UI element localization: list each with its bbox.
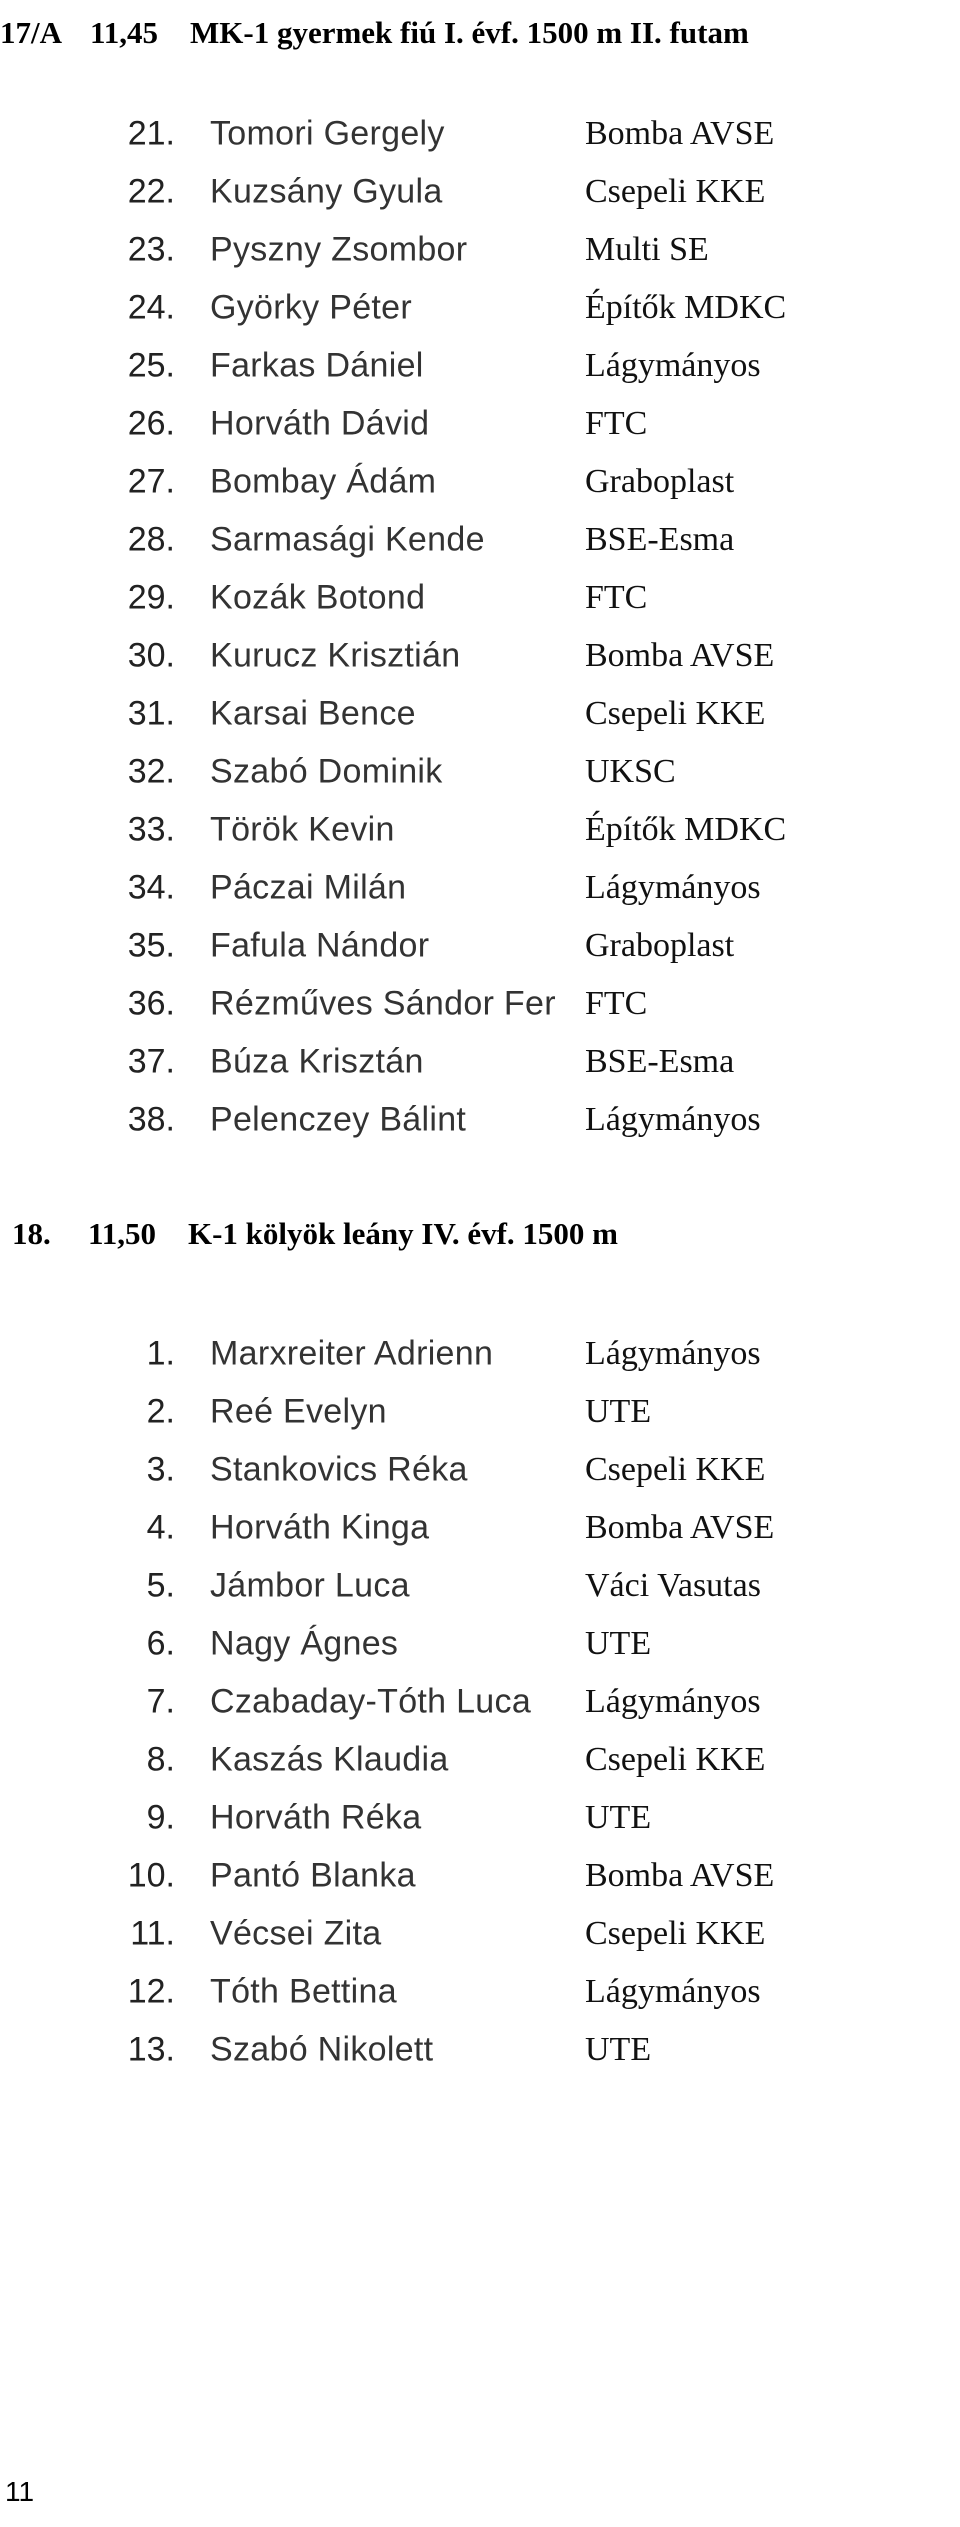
entry-place: 3. xyxy=(146,1450,175,1489)
entry-name: Kuzsány Gyula xyxy=(210,172,443,211)
entry-club: Graboplast xyxy=(585,927,735,964)
entry-name: Vécsei Zita xyxy=(210,1914,382,1953)
entry-club: Bomba AVSE xyxy=(585,115,775,152)
list-item xyxy=(0,1789,960,1847)
entry-place: 30. xyxy=(127,636,175,675)
page-number: 11 xyxy=(5,2476,35,2507)
entry-place: 33. xyxy=(127,810,175,849)
list-item xyxy=(0,743,960,801)
list-item xyxy=(0,1673,960,1731)
entry-place: 25. xyxy=(127,346,175,385)
list-item xyxy=(0,569,960,627)
list-item xyxy=(0,1731,960,1789)
entry-club: Lágymányos xyxy=(585,869,761,906)
list-item xyxy=(0,1615,960,1673)
entry-club: Csepeli KKE xyxy=(585,695,766,732)
entry-place: 38. xyxy=(127,1100,175,1139)
entry-place: 27. xyxy=(127,462,175,501)
entry-club: Csepeli KKE xyxy=(585,1741,766,1778)
entry-name: Horváth Kinga xyxy=(210,1508,430,1547)
entry-place: 9. xyxy=(146,1798,175,1837)
list-item xyxy=(0,801,960,859)
entry-club: Lágymányos xyxy=(585,1335,761,1372)
entry-club: FTC xyxy=(585,405,648,442)
entry-place: 23. xyxy=(127,230,175,269)
list-item xyxy=(0,975,960,1033)
entry-place: 12. xyxy=(127,1972,175,2011)
entry-club: Építők MDKC xyxy=(585,289,787,326)
entry-name: Kozák Botond xyxy=(210,578,426,617)
list-item xyxy=(0,221,960,279)
list-item xyxy=(0,395,960,453)
entry-name: Pelenczey Bálint xyxy=(210,1100,467,1139)
entry-club: Graboplast xyxy=(585,463,735,500)
entry-name: Szabó Dominik xyxy=(210,752,443,791)
entry-place: 22. xyxy=(127,172,175,211)
event-time: 11,50 xyxy=(88,1216,157,1251)
entry-club: Bomba AVSE xyxy=(585,1509,775,1546)
entry-place: 21. xyxy=(127,114,175,153)
entry-name: Bombay Ádám xyxy=(210,462,437,501)
entry-place: 13. xyxy=(127,2030,175,2069)
entry-club: Bomba AVSE xyxy=(585,637,775,674)
entry-place: 31. xyxy=(127,694,175,733)
entry-club: UTE xyxy=(585,1393,652,1430)
entry-place: 37. xyxy=(127,1042,175,1081)
entry-place: 11. xyxy=(130,1914,175,1953)
list-item xyxy=(0,1091,960,1149)
entry-name: Tóth Bettina xyxy=(210,1972,397,2011)
event-number: 17/A xyxy=(0,15,62,50)
list-item xyxy=(0,1905,960,1963)
entry-name: Farkas Dániel xyxy=(210,346,424,385)
event-heading xyxy=(12,1205,618,1263)
list-item xyxy=(0,511,960,569)
entry-name: Tomori Gergely xyxy=(210,114,445,153)
entry-place: 26. xyxy=(127,404,175,443)
entry-club: Váci Vasutas xyxy=(585,1567,761,1604)
list-item xyxy=(0,1441,960,1499)
entry-club: UTE xyxy=(585,2031,652,2068)
list-item xyxy=(0,2021,960,2079)
entry-place: 4. xyxy=(146,1508,175,1547)
entry-club: Csepeli KKE xyxy=(585,1451,766,1488)
list-item xyxy=(0,163,960,221)
entry-club: Lágymányos xyxy=(585,1973,761,2010)
entry-name: Szabó Nikolett xyxy=(210,2030,434,2069)
entry-name: Horváth Dávid xyxy=(210,404,430,443)
list-item xyxy=(0,917,960,975)
entry-club: Építők MDKC xyxy=(585,811,787,848)
entry-name: Páczai Milán xyxy=(210,868,407,907)
entry-place: 10. xyxy=(127,1856,175,1895)
entry-name: Fafula Nándor xyxy=(210,926,430,965)
list-item xyxy=(0,105,960,163)
entry-place: 35. xyxy=(127,926,175,965)
entry-place: 36. xyxy=(127,984,175,1023)
entry-place: 5. xyxy=(146,1566,175,1605)
entry-list xyxy=(0,1325,960,2079)
entry-name: Karsai Bence xyxy=(210,694,416,733)
entry-place: 1. xyxy=(146,1334,175,1373)
list-item xyxy=(0,1325,960,1383)
entry-name: Horváth Réka xyxy=(210,1798,422,1837)
entry-name: Rézműves Sándor Fer xyxy=(210,984,556,1023)
entry-name: Györky Péter xyxy=(210,288,412,327)
list-item xyxy=(0,1963,960,2021)
entry-place: 2. xyxy=(146,1392,175,1431)
entry-club: FTC xyxy=(585,985,648,1022)
entry-list xyxy=(0,105,960,1149)
entry-name: Nagy Ágnes xyxy=(210,1624,399,1663)
entry-club: UTE xyxy=(585,1625,652,1662)
entry-club: BSE-Esma xyxy=(585,521,735,558)
event-title: MK-1 gyermek fiú I. évf. 1500 m II. futam xyxy=(190,15,749,50)
entry-club: UKSC xyxy=(585,753,676,790)
entry-club: Multi SE xyxy=(585,231,709,268)
list-item xyxy=(0,453,960,511)
list-item xyxy=(0,1557,960,1615)
entry-place: 28. xyxy=(127,520,175,559)
entry-name: Marxreiter Adrienn xyxy=(210,1334,494,1373)
list-item xyxy=(0,1033,960,1091)
entry-place: 24. xyxy=(127,288,175,327)
entry-place: 34. xyxy=(127,868,175,907)
list-item xyxy=(0,1499,960,1557)
list-item xyxy=(0,279,960,337)
entry-club: Lágymányos xyxy=(585,1683,761,1720)
entry-name: Pantó Blanka xyxy=(210,1856,416,1895)
entry-name: Pyszny Zsombor xyxy=(210,230,468,269)
entry-club: Csepeli KKE xyxy=(585,1915,766,1952)
entry-name: Kaszás Klaudia xyxy=(210,1740,449,1779)
event-title: K-1 kölyök leány IV. évf. 1500 m xyxy=(188,1216,619,1251)
entry-club: UTE xyxy=(585,1799,652,1836)
entry-name: Czabaday-Tóth Luca xyxy=(210,1682,532,1721)
entry-name: Stankovics Réka xyxy=(210,1450,468,1489)
entry-name: Búza Krisztán xyxy=(210,1042,424,1081)
entry-name: Kurucz Krisztián xyxy=(210,636,461,675)
entry-place: 8. xyxy=(146,1740,175,1779)
entry-place: 6. xyxy=(146,1624,175,1663)
entry-place: 32. xyxy=(127,752,175,791)
entry-club: Bomba AVSE xyxy=(585,1857,775,1894)
list-item xyxy=(0,1383,960,1441)
entry-club: Lágymányos xyxy=(585,347,761,384)
entry-name: Reé Evelyn xyxy=(210,1392,387,1431)
list-item xyxy=(0,859,960,917)
list-item xyxy=(0,337,960,395)
entry-name: Török Kevin xyxy=(210,810,395,849)
entry-place: 29. xyxy=(127,578,175,617)
entry-club: Csepeli KKE xyxy=(585,173,766,210)
entry-place: 7. xyxy=(146,1682,175,1721)
event-time: 11,45 xyxy=(90,15,159,50)
entry-name: Sarmasági Kende xyxy=(210,520,485,559)
event-heading xyxy=(0,4,749,62)
entry-club: BSE-Esma xyxy=(585,1043,735,1080)
entry-club: FTC xyxy=(585,579,648,616)
list-item xyxy=(0,627,960,685)
event-number: 18. xyxy=(12,1216,51,1251)
entry-name: Jámbor Luca xyxy=(210,1566,410,1605)
entry-club: Lágymányos xyxy=(585,1101,761,1138)
list-item xyxy=(0,685,960,743)
list-item xyxy=(0,1847,960,1905)
